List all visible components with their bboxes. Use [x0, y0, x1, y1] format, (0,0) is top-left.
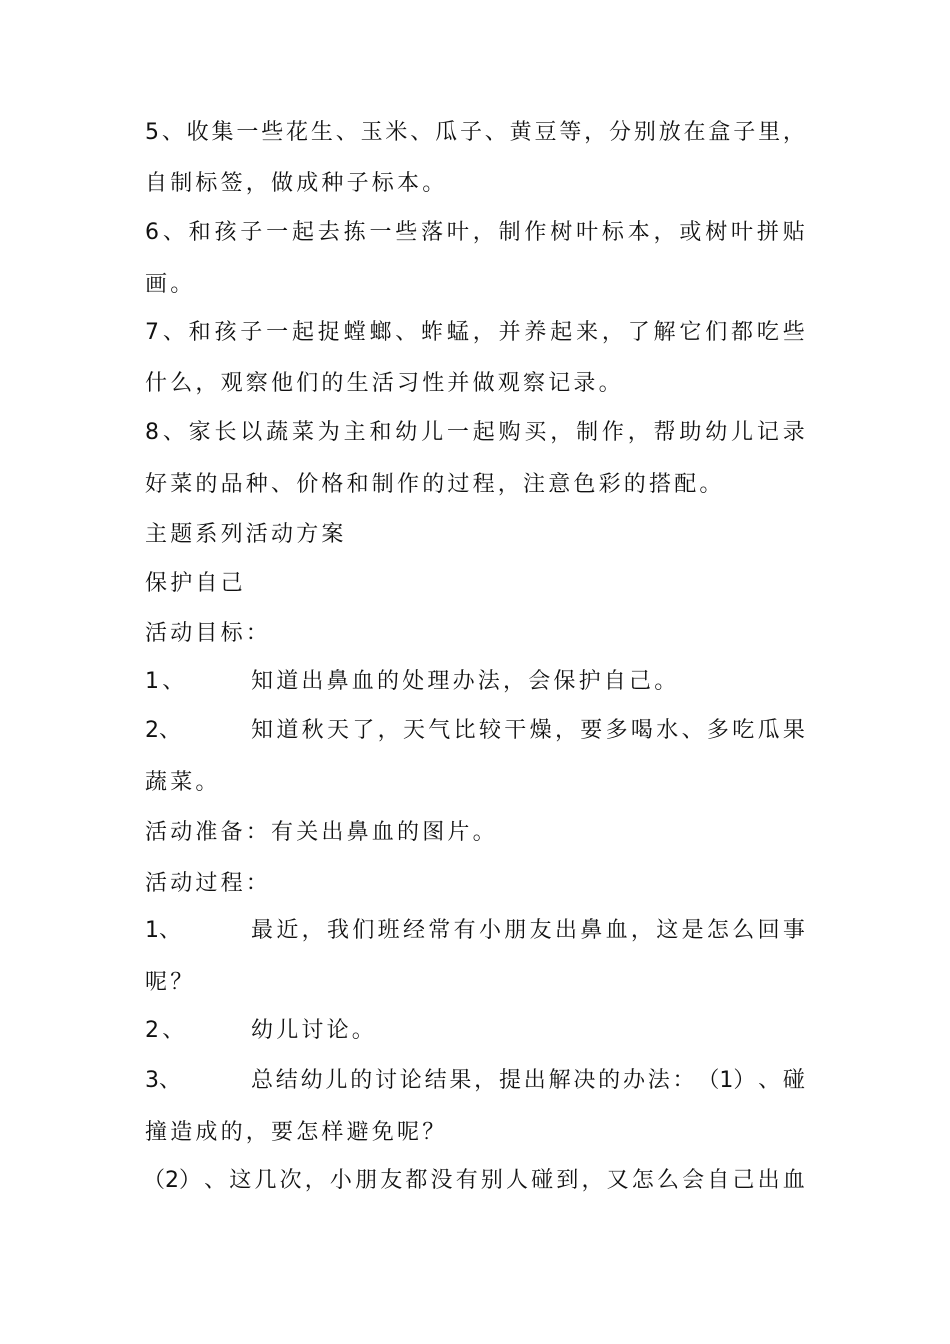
paragraph-line: 自制标签，做成种子标本。 [145, 171, 448, 196]
text-glyph: 树 [550, 220, 573, 245]
goal-item [145, 667, 805, 697]
text-glyph: 没 [430, 1168, 453, 1193]
text-glyph: 叶 [731, 220, 754, 245]
paragraph-line: 好菜的品种、价格和制作的过程，注意色彩的搭配。 [145, 472, 725, 497]
text-glyph: ， [584, 120, 607, 145]
text-glyph: 了 [352, 718, 375, 743]
text-glyph: 盒 [708, 120, 731, 145]
text-glyph: 助 [679, 420, 702, 445]
text-glyph: 几 [254, 1168, 277, 1193]
process-heading: 活动过程： [145, 871, 272, 896]
text-glyph: 一 [266, 220, 289, 245]
text-glyph: 友 [380, 1168, 403, 1193]
text-glyph: ， [653, 220, 676, 245]
text-glyph: 果 [782, 718, 805, 743]
text-glyph: 事 [782, 918, 805, 943]
text-glyph: 子 [459, 120, 482, 145]
text-glyph: 蜢 [446, 320, 469, 345]
text-glyph: 血 [782, 1168, 805, 1193]
text-glyph: 贴 [782, 220, 805, 245]
text-glyph: 起 [550, 320, 573, 345]
text-glyph: 并 [498, 320, 521, 345]
text-glyph: 水 [656, 718, 679, 743]
text-glyph: 等 [559, 120, 582, 145]
text-glyph: 螂 [369, 320, 392, 345]
text-glyph: 比 [453, 718, 476, 743]
text-glyph: 近 [276, 918, 299, 943]
text-glyph: 到 [556, 1168, 579, 1193]
text-glyph: 米 [385, 120, 408, 145]
text-glyph: 次 [279, 1168, 302, 1193]
text-glyph: 生 [310, 120, 333, 145]
text-glyph: 出 [757, 1168, 780, 1193]
text-glyph: 、 [162, 420, 185, 445]
text-glyph: 碰 [782, 1068, 805, 1093]
text-glyph: 提 [498, 1068, 521, 1093]
text-glyph: 购 [498, 420, 521, 445]
text-glyph: 和 [188, 220, 211, 245]
text-glyph: 怎 [631, 1168, 654, 1193]
text-glyph: 6 [145, 220, 159, 245]
text-glyph: 别 [633, 120, 656, 145]
text-glyph: 果 [449, 1068, 472, 1093]
goal-text [251, 716, 805, 746]
text-glyph: 蚱 [421, 320, 444, 345]
step-continuation: 撞造成的，要怎样避免呢？ [145, 1120, 448, 1145]
text-glyph: 制 [576, 420, 599, 445]
step-text [251, 916, 805, 946]
paragraph-line [143, 1166, 805, 1196]
text-glyph: 孩 [214, 220, 237, 245]
text-glyph: 集 [211, 120, 234, 145]
activity-title: 保护自己 [145, 571, 246, 596]
step-text [251, 1066, 805, 1096]
text-glyph: 、 [410, 120, 433, 145]
text-glyph: 和 [369, 420, 392, 445]
text-glyph: 出 [554, 918, 577, 943]
paragraph-line [145, 418, 805, 448]
text-glyph: 了 [627, 320, 650, 345]
text-glyph: 小 [478, 918, 501, 943]
text-glyph: 这 [229, 1168, 252, 1193]
text-glyph: 要 [580, 718, 603, 743]
preparation: 活动准备：有关出鼻血的图片。 [145, 820, 498, 845]
text-glyph: 常 [428, 918, 451, 943]
text-glyph: 拣 [343, 220, 366, 245]
text-glyph: 较 [478, 718, 501, 743]
text-glyph: 是 [681, 918, 704, 943]
goal-text: 知道出鼻血的处理办法，会保护自己。 [251, 669, 680, 694]
text-glyph: 里 [758, 120, 781, 145]
text-glyph: 主 [343, 420, 366, 445]
text-glyph: 孩 [214, 320, 237, 345]
text-glyph: 瓜 [757, 718, 780, 743]
text-glyph: 结 [424, 1068, 447, 1093]
text-glyph: 些 [782, 320, 805, 345]
text-glyph: 养 [524, 320, 547, 345]
text-glyph: 树 [705, 220, 728, 245]
step-item [145, 1016, 805, 1046]
text-glyph: 自 [707, 1168, 730, 1193]
text-glyph: 去 [317, 220, 340, 245]
text-glyph: 落 [421, 220, 444, 245]
text-glyph: 么 [732, 918, 755, 943]
goal-number: 2、 [145, 718, 181, 743]
text-glyph: 有 [455, 1168, 478, 1193]
text-glyph: ， [474, 1068, 497, 1093]
text-glyph: 燥 [529, 718, 552, 743]
text-glyph: 吃 [756, 320, 779, 345]
text-glyph: 班 [377, 918, 400, 943]
paragraph-line [145, 118, 805, 148]
text-glyph: 起 [291, 220, 314, 245]
text-glyph: 儿 [731, 420, 754, 445]
text-glyph: ， [630, 918, 653, 943]
text-glyph: 作 [524, 220, 547, 245]
goal-item [145, 716, 805, 746]
text-glyph: 道 [276, 718, 299, 743]
text-glyph: 分 [609, 120, 632, 145]
text-glyph: 友 [529, 918, 552, 943]
text-glyph: 的 [598, 1068, 621, 1093]
text-glyph: 、 [162, 220, 185, 245]
text-glyph: ， [472, 220, 495, 245]
text-glyph: ： [672, 1068, 695, 1093]
text-glyph: 己 [732, 1168, 755, 1193]
text-glyph: 吃 [732, 718, 755, 743]
text-glyph: 、 [484, 120, 507, 145]
text-glyph: 们 [352, 918, 375, 943]
text-glyph: 、 [335, 120, 358, 145]
text-glyph: 结 [275, 1068, 298, 1093]
text-glyph: 们 [705, 320, 728, 345]
text-glyph: 会 [682, 1168, 705, 1193]
step-number: 3、 [145, 1068, 181, 1093]
text-glyph: 以 [240, 420, 263, 445]
text-glyph: 知 [251, 718, 274, 743]
text-glyph: ， [782, 120, 805, 145]
text-glyph: 儿 [325, 1068, 348, 1093]
text-glyph: 儿 [421, 420, 444, 445]
text-glyph: 玉 [360, 120, 383, 145]
text-glyph: 幼 [300, 1068, 323, 1093]
text-glyph: 起 [472, 420, 495, 445]
text-glyph: 长 [214, 420, 237, 445]
text-glyph: 这 [656, 918, 679, 943]
text-glyph: 些 [395, 220, 418, 245]
text-glyph: 录 [782, 420, 805, 445]
text-glyph: 讨 [374, 1068, 397, 1093]
text-glyph: 拼 [756, 220, 779, 245]
text-glyph: 人 [506, 1168, 529, 1193]
text-glyph: 家 [188, 420, 211, 445]
step-number: 2、 [145, 1018, 188, 1043]
text-glyph: ， [581, 1168, 604, 1193]
text-glyph: 放 [658, 120, 681, 145]
text-glyph: 都 [731, 320, 754, 345]
section-title: 主题系列活动方案 [145, 522, 347, 547]
text-glyph: 叶 [576, 220, 599, 245]
paragraph-line [145, 318, 805, 348]
text-glyph: 天 [326, 718, 349, 743]
text-glyph: 为 [317, 420, 340, 445]
text-glyph: 5 [145, 120, 159, 145]
text-glyph: 一 [446, 420, 469, 445]
step-number: 1、 [145, 918, 181, 943]
text-glyph: 一 [266, 320, 289, 345]
text-glyph: 黄 [509, 120, 532, 145]
text-glyph: 多 [706, 718, 729, 743]
text-glyph: 、 [162, 320, 185, 345]
text-glyph: ， [377, 718, 400, 743]
text-glyph: 作 [601, 420, 624, 445]
text-glyph: 么 [656, 1168, 679, 1193]
text-glyph: 朋 [504, 918, 527, 943]
text-glyph: 都 [405, 1168, 428, 1193]
text-glyph: 最 [251, 918, 274, 943]
text-glyph: 记 [756, 420, 779, 445]
goal-number: 1、 [145, 669, 188, 694]
text-glyph: 它 [679, 320, 702, 345]
text-glyph: 我 [326, 918, 349, 943]
text-glyph: 一 [236, 120, 259, 145]
text-glyph: 天 [402, 718, 425, 743]
text-glyph: ， [304, 1168, 327, 1193]
text-glyph: 、 [681, 718, 704, 743]
text-glyph: 子 [240, 220, 263, 245]
text-glyph: 买 [524, 420, 547, 445]
text-glyph: 碰 [531, 1168, 554, 1193]
text-glyph: 8 [145, 420, 159, 445]
text-glyph: 干 [504, 718, 527, 743]
text-glyph: （2） [143, 1168, 201, 1193]
text-glyph: 收 [186, 120, 209, 145]
text-glyph: 、 [758, 1068, 781, 1093]
text-glyph: 在 [683, 120, 706, 145]
text-glyph: 、 [395, 320, 418, 345]
text-glyph: 决 [573, 1068, 596, 1093]
text-glyph: 标 [601, 220, 624, 245]
paragraph-line [145, 218, 805, 248]
text-glyph: 本 [627, 220, 650, 245]
goal-continuation: 蔬菜。 [145, 770, 221, 795]
text-glyph: 花 [286, 120, 309, 145]
text-glyph: 帮 [653, 420, 676, 445]
text-glyph: 法 [647, 1068, 670, 1093]
text-glyph: 子 [240, 320, 263, 345]
text-glyph: 一 [369, 220, 392, 245]
goals-heading: 活动目标： [145, 621, 272, 646]
text-glyph: 瓜 [435, 120, 458, 145]
text-glyph: 7 [145, 320, 159, 345]
text-glyph: 有 [453, 918, 476, 943]
text-glyph: 的 [350, 1068, 373, 1093]
text-glyph: 制 [498, 220, 521, 245]
text-glyph: 回 [757, 918, 780, 943]
text-glyph: 鼻 [580, 918, 603, 943]
step-item [145, 916, 805, 946]
text-glyph: 朋 [355, 1168, 378, 1193]
text-glyph: ， [554, 718, 577, 743]
text-glyph: 、 [161, 120, 184, 145]
text-glyph: 蔬 [266, 420, 289, 445]
text-glyph: 解 [653, 320, 676, 345]
text-glyph: 喝 [630, 718, 653, 743]
step-text: 幼儿讨论。 [251, 1018, 378, 1043]
text-glyph: ， [472, 320, 495, 345]
text-glyph: 和 [188, 320, 211, 345]
text-glyph: 、 [204, 1168, 227, 1193]
text-glyph: 经 [402, 918, 425, 943]
text-glyph: ， [627, 420, 650, 445]
text-glyph: 出 [523, 1068, 546, 1093]
text-glyph: ， [601, 320, 624, 345]
text-glyph: 解 [548, 1068, 571, 1093]
text-glyph: 叶 [446, 220, 469, 245]
text-glyph: 子 [733, 120, 756, 145]
text-glyph: 或 [679, 220, 702, 245]
text-glyph: ， [550, 420, 573, 445]
text-glyph: 幼 [395, 420, 418, 445]
text-glyph: 办 [622, 1068, 645, 1093]
paragraph-line: 什么，观察他们的生活习性并做观察记录。 [145, 371, 624, 396]
text-glyph: 起 [291, 320, 314, 345]
text-glyph: 小 [329, 1168, 352, 1193]
text-glyph: 捉 [317, 320, 340, 345]
text-glyph: 怎 [706, 918, 729, 943]
text-glyph: 幼 [705, 420, 728, 445]
text-glyph: 别 [480, 1168, 503, 1193]
text-glyph: 气 [428, 718, 451, 743]
text-glyph: 秋 [301, 718, 324, 743]
text-glyph: 血 [605, 918, 628, 943]
text-glyph: 论 [399, 1068, 422, 1093]
text-glyph: 来 [576, 320, 599, 345]
step-continuation: 呢？ [145, 970, 196, 995]
text-glyph: 又 [606, 1168, 629, 1193]
text-glyph: 多 [605, 718, 628, 743]
text-glyph: 豆 [534, 120, 557, 145]
text-glyph: 菜 [291, 420, 314, 445]
paragraph-line: 画。 [145, 272, 196, 297]
text-glyph: 螳 [343, 320, 366, 345]
step-item [145, 1066, 805, 1096]
text-glyph: （1） [697, 1068, 756, 1093]
text-glyph: 总 [251, 1068, 274, 1093]
text-glyph: ， [301, 918, 324, 943]
text-glyph: 些 [261, 120, 284, 145]
